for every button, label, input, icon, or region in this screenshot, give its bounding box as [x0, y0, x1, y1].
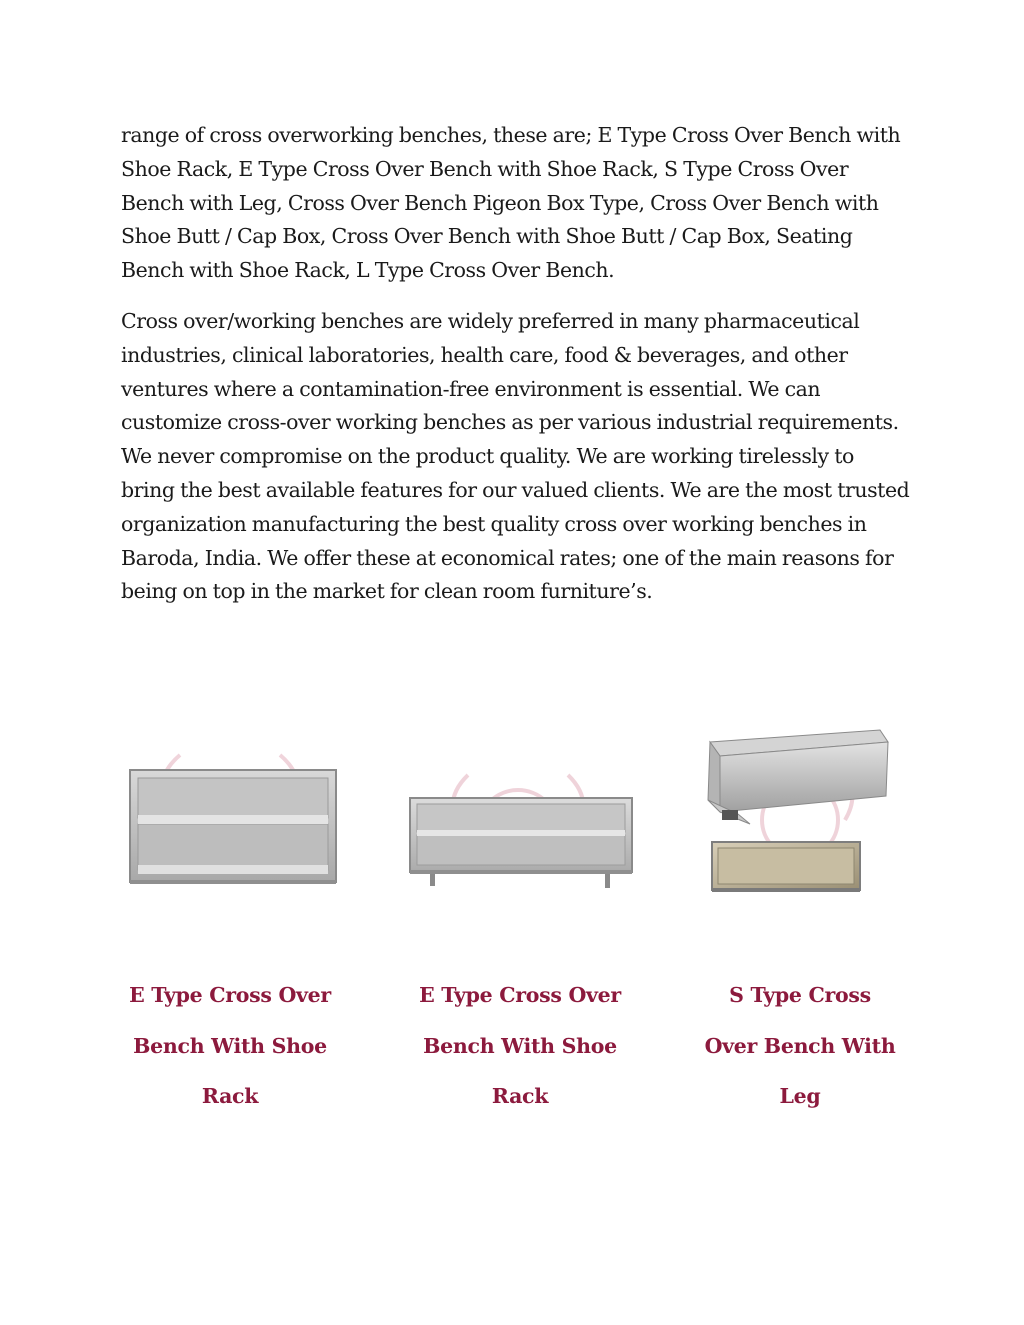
- caption-line: Rack: [491, 1084, 549, 1109]
- product-image-s-type-leg: [680, 720, 920, 920]
- caption-line: Bench With Shoe: [423, 1033, 617, 1058]
- product-caption: [400, 970, 640, 1122]
- caption-line: S Type Cross: [729, 983, 871, 1007]
- product-image-e-type-shoe-rack-legs: [400, 720, 640, 920]
- product-card: [400, 720, 640, 1120]
- caption-line: E Type Cross Over: [419, 983, 621, 1007]
- caption-line: Over Bench With: [704, 1033, 896, 1058]
- product-card: [680, 720, 920, 1120]
- product-caption: [110, 970, 350, 1122]
- product-image-e-type-shoe-rack: [110, 720, 350, 920]
- caption-line: E Type Cross Over: [129, 983, 331, 1007]
- product-caption: [680, 970, 920, 1122]
- intro-paragraph: range of cross overworking benches, these are; E Type Cross Over Bench with Shoe Rack, E Type Cross Over Bench with Shoe Rack, S Type Cross Over Bench with Leg, Cross Over Bench Pigeon Box Type, Cross Over Bench with Shoe Butt / Cap Box, Cross Over Bench with Shoe Butt / Cap Box, Seating Bench with Shoe Rack, L Type Cross Over Bench.: [121, 123, 901, 283]
- caption-line: Bench With Shoe: [133, 1033, 327, 1058]
- body-paragraph: Cross over/working benches are widely preferred in many pharmaceutical industries, clinical laboratories, health care, food & beverages, and other ventures where a contamination-free environment is essential. We can customize cross-over working benches as per various industrial requirements. We never compromise on the product quality. We are working tirelessly to bring the best available features for our valued clients. We are the most trusted organization manufacturing the best quality cross over working benches in Baroda, India. We offer these at economical rates; one of the main reasons for being on top in the market for clean room furniture’s.: [121, 309, 910, 604]
- product-card: [110, 720, 350, 1120]
- caption-line: Rack: [201, 1084, 259, 1109]
- caption-line: Leg: [779, 1084, 821, 1109]
